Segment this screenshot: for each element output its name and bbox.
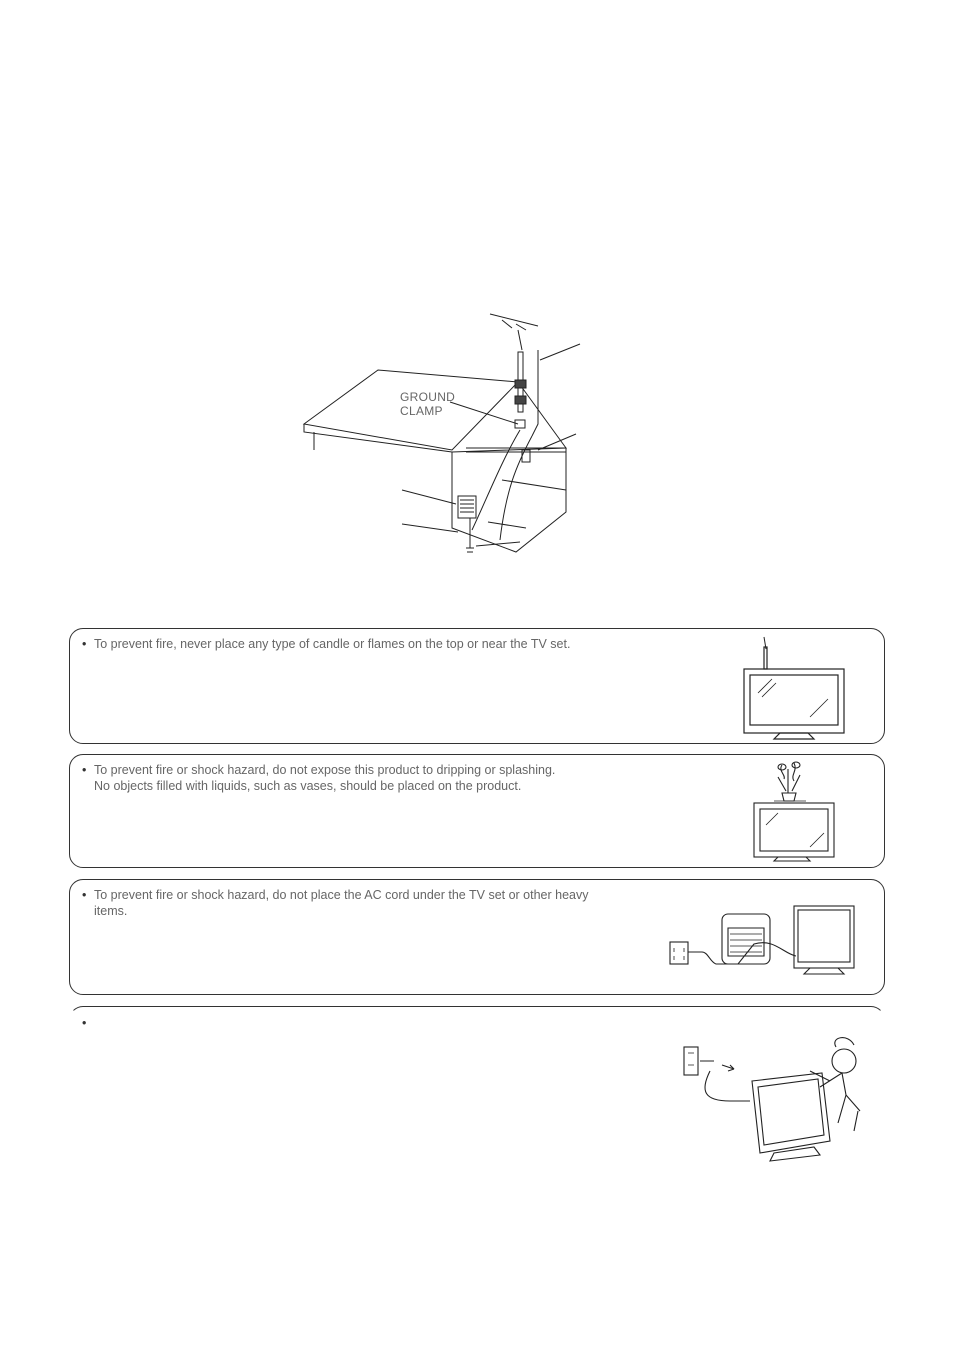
notice-panel-cord-handling — [69, 1006, 885, 1166]
notice-text — [82, 762, 555, 794]
house-antenna-illustration — [290, 300, 610, 570]
ground-clamp-label-line1: GROUND — [400, 390, 456, 404]
notice-text — [82, 1015, 94, 1031]
notice-text — [82, 636, 570, 652]
bullet-icon: • — [82, 1016, 87, 1030]
antenna-grounding-diagram — [290, 300, 610, 570]
ground-clamp-label — [400, 390, 455, 418]
notice-line: No objects filled with liquids, such as vases, should be placed on the product. — [94, 779, 522, 793]
ground-clamp-label-line2: CLAMP — [400, 404, 443, 418]
notice-line: items. — [94, 904, 128, 918]
notice-panel-liquids — [69, 754, 885, 868]
bullet-icon: • — [82, 637, 87, 651]
notice-line: To prevent fire, never place any type of candle or flames on the top or near the TV set. — [94, 637, 571, 651]
tv-candle-illustration — [738, 633, 848, 741]
notice-panel-ac-cord — [69, 879, 885, 995]
bullet-icon: • — [82, 763, 87, 777]
notice-line: To prevent fire or shock hazard, do not expose this product to dripping or splashing. — [94, 763, 556, 777]
notice-line: To prevent fire or shock hazard, do not place the AC cord under the TV set or other heavy — [94, 888, 589, 902]
notice-text — [82, 887, 589, 919]
child-pulling-cord-illustration — [670, 1031, 890, 1171]
bullet-icon: • — [82, 888, 87, 902]
tv-vase-illustration — [748, 757, 844, 865]
tv-cord-heater-illustration — [664, 898, 864, 988]
notice-panel-candle — [69, 628, 885, 744]
